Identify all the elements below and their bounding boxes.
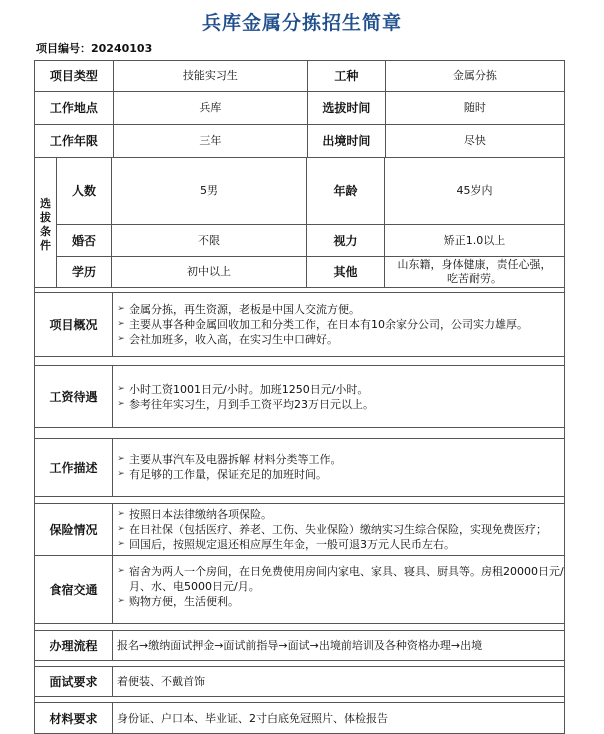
work-period-label: 工作年限	[49, 134, 98, 148]
list-item: ➢ 主要从事各种金属回收加工和分类工作，在日本有10余家分公司，公司实力雄厚。	[113, 317, 564, 332]
arrow-bullet-icon: ➢	[117, 566, 125, 576]
departure-time-label: 出境时间	[307, 125, 385, 157]
project-number-value: 20240103	[91, 42, 153, 55]
table-row	[34, 60, 565, 91]
list-item: ➢ 金属分拣，再生资源，老板是中国人交流方便。	[113, 302, 564, 317]
job-desc-section	[34, 438, 565, 496]
list-item: ➢ 会社加班多，收入高，在实习生中口碑好。	[113, 332, 564, 347]
age-value: 45岁内	[384, 158, 564, 224]
work-location-label: 工作地点	[49, 101, 98, 115]
marital-value: 不限	[111, 225, 306, 256]
education-label: 学历	[71, 265, 96, 279]
salary-label: 工资待遇	[35, 366, 113, 427]
table-row	[57, 224, 564, 256]
departure-time-value: 尽快	[385, 125, 564, 157]
project-type-label: 项目类型	[49, 69, 98, 83]
arrow-bullet-icon: ➢	[117, 524, 125, 534]
selection-time-value: 随时	[385, 92, 564, 124]
arrow-bullet-icon: ➢	[117, 319, 125, 329]
selection-time-label: 选拔时间	[307, 92, 385, 124]
arrow-bullet-icon: ➢	[117, 454, 125, 464]
project-number	[36, 40, 152, 56]
list-item: ➢ 参考往年实习生，月到手工资平均23万日元以上。	[113, 397, 564, 412]
lodging-label: 食宿交通	[35, 556, 113, 623]
marital-label: 婚否	[71, 233, 96, 248]
selection-conditions	[34, 157, 565, 287]
education-value: 初中以上	[111, 257, 306, 287]
headcount-value: 5男	[111, 158, 306, 224]
materials-section	[34, 702, 565, 734]
list-item: ➢ 回国后，按照规定退还相应厚生年金，一般可退3万元人民币左右。	[113, 537, 564, 552]
overview-section	[34, 292, 565, 356]
interview-section	[34, 666, 565, 696]
job-type-value: 金属分拣	[385, 61, 564, 91]
list-item: ➢ 宿舍为两人一个房间，在日免费使用房间内家电、家具、寝具、厨具等。房租20000日元/月、水、电5000日元/月。	[113, 564, 564, 594]
vision-value: 矫正1.0以上	[384, 225, 564, 256]
other-label: 其他	[306, 257, 384, 287]
salary-section	[34, 365, 565, 427]
arrow-bullet-icon: ➢	[117, 334, 125, 344]
insurance-section	[34, 503, 565, 555]
list-item: ➢ 按照日本法律缴纳各项保险。	[113, 507, 564, 522]
page-title: 兵库金属分拣招生简章	[201, 12, 402, 34]
arrow-bullet-icon: ➢	[117, 384, 125, 394]
project-number-label: 项目编号：	[36, 42, 91, 55]
age-label: 年龄	[306, 158, 384, 224]
process-label: 办理流程	[35, 631, 113, 660]
materials-label: 材料要求	[35, 703, 113, 733]
process-value: 报名→缴纳面试押金→面试前指导→面试→出境前培训及各种资格办理→出境	[117, 639, 483, 652]
list-item: ➢ 有足够的工作量，保证充足的加班时间。	[113, 467, 564, 482]
arrow-bullet-icon: ➢	[117, 304, 125, 314]
table-row	[34, 91, 565, 124]
work-location-value: 兵库	[113, 92, 307, 124]
work-period-value: 三年	[113, 125, 307, 157]
arrow-bullet-icon: ➢	[117, 399, 125, 409]
arrow-bullet-icon: ➢	[117, 469, 125, 479]
process-section	[34, 630, 565, 660]
interview-label: 面试要求	[35, 667, 113, 696]
overview-label: 项目概况	[35, 293, 113, 356]
job-type-label: 工种	[307, 61, 385, 91]
table-row	[57, 256, 564, 287]
project-type-value: 技能实习生	[113, 61, 307, 91]
job-desc-label: 工作描述	[35, 439, 113, 496]
list-item: ➢ 小时工资1001日元/小时。加班1250日元/小时。	[113, 382, 564, 397]
info-table	[34, 60, 565, 734]
materials-value: 身份证、户口本、毕业证、2寸白底免冠照片、体检报告	[117, 711, 388, 725]
list-item: ➢ 主要从事汽车及电器拆解 材料分类等工作。	[113, 452, 564, 467]
table-row	[57, 158, 564, 224]
other-value: 山东籍，身体健康，责任心强，吃苦耐劳。	[384, 257, 564, 287]
arrow-bullet-icon: ➢	[117, 539, 125, 549]
vision-label: 视力	[306, 225, 384, 256]
list-item: ➢ 在日社保（包括医疗、养老、工伤、失业保险）缴纳实习生综合保险，实现免费医疗；	[113, 522, 564, 537]
interview-value: 着便装、不戴首饰	[117, 675, 205, 688]
lodging-section	[34, 555, 565, 623]
arrow-bullet-icon: ➢	[117, 509, 125, 519]
table-row	[34, 124, 565, 157]
insurance-label: 保险情况	[35, 504, 113, 555]
headcount-label: 人数	[71, 184, 96, 198]
selection-conditions-label: 选拔条件	[35, 158, 57, 287]
arrow-bullet-icon: ➢	[117, 596, 125, 606]
list-item: ➢ 购物方便，生活便利。	[113, 594, 564, 609]
